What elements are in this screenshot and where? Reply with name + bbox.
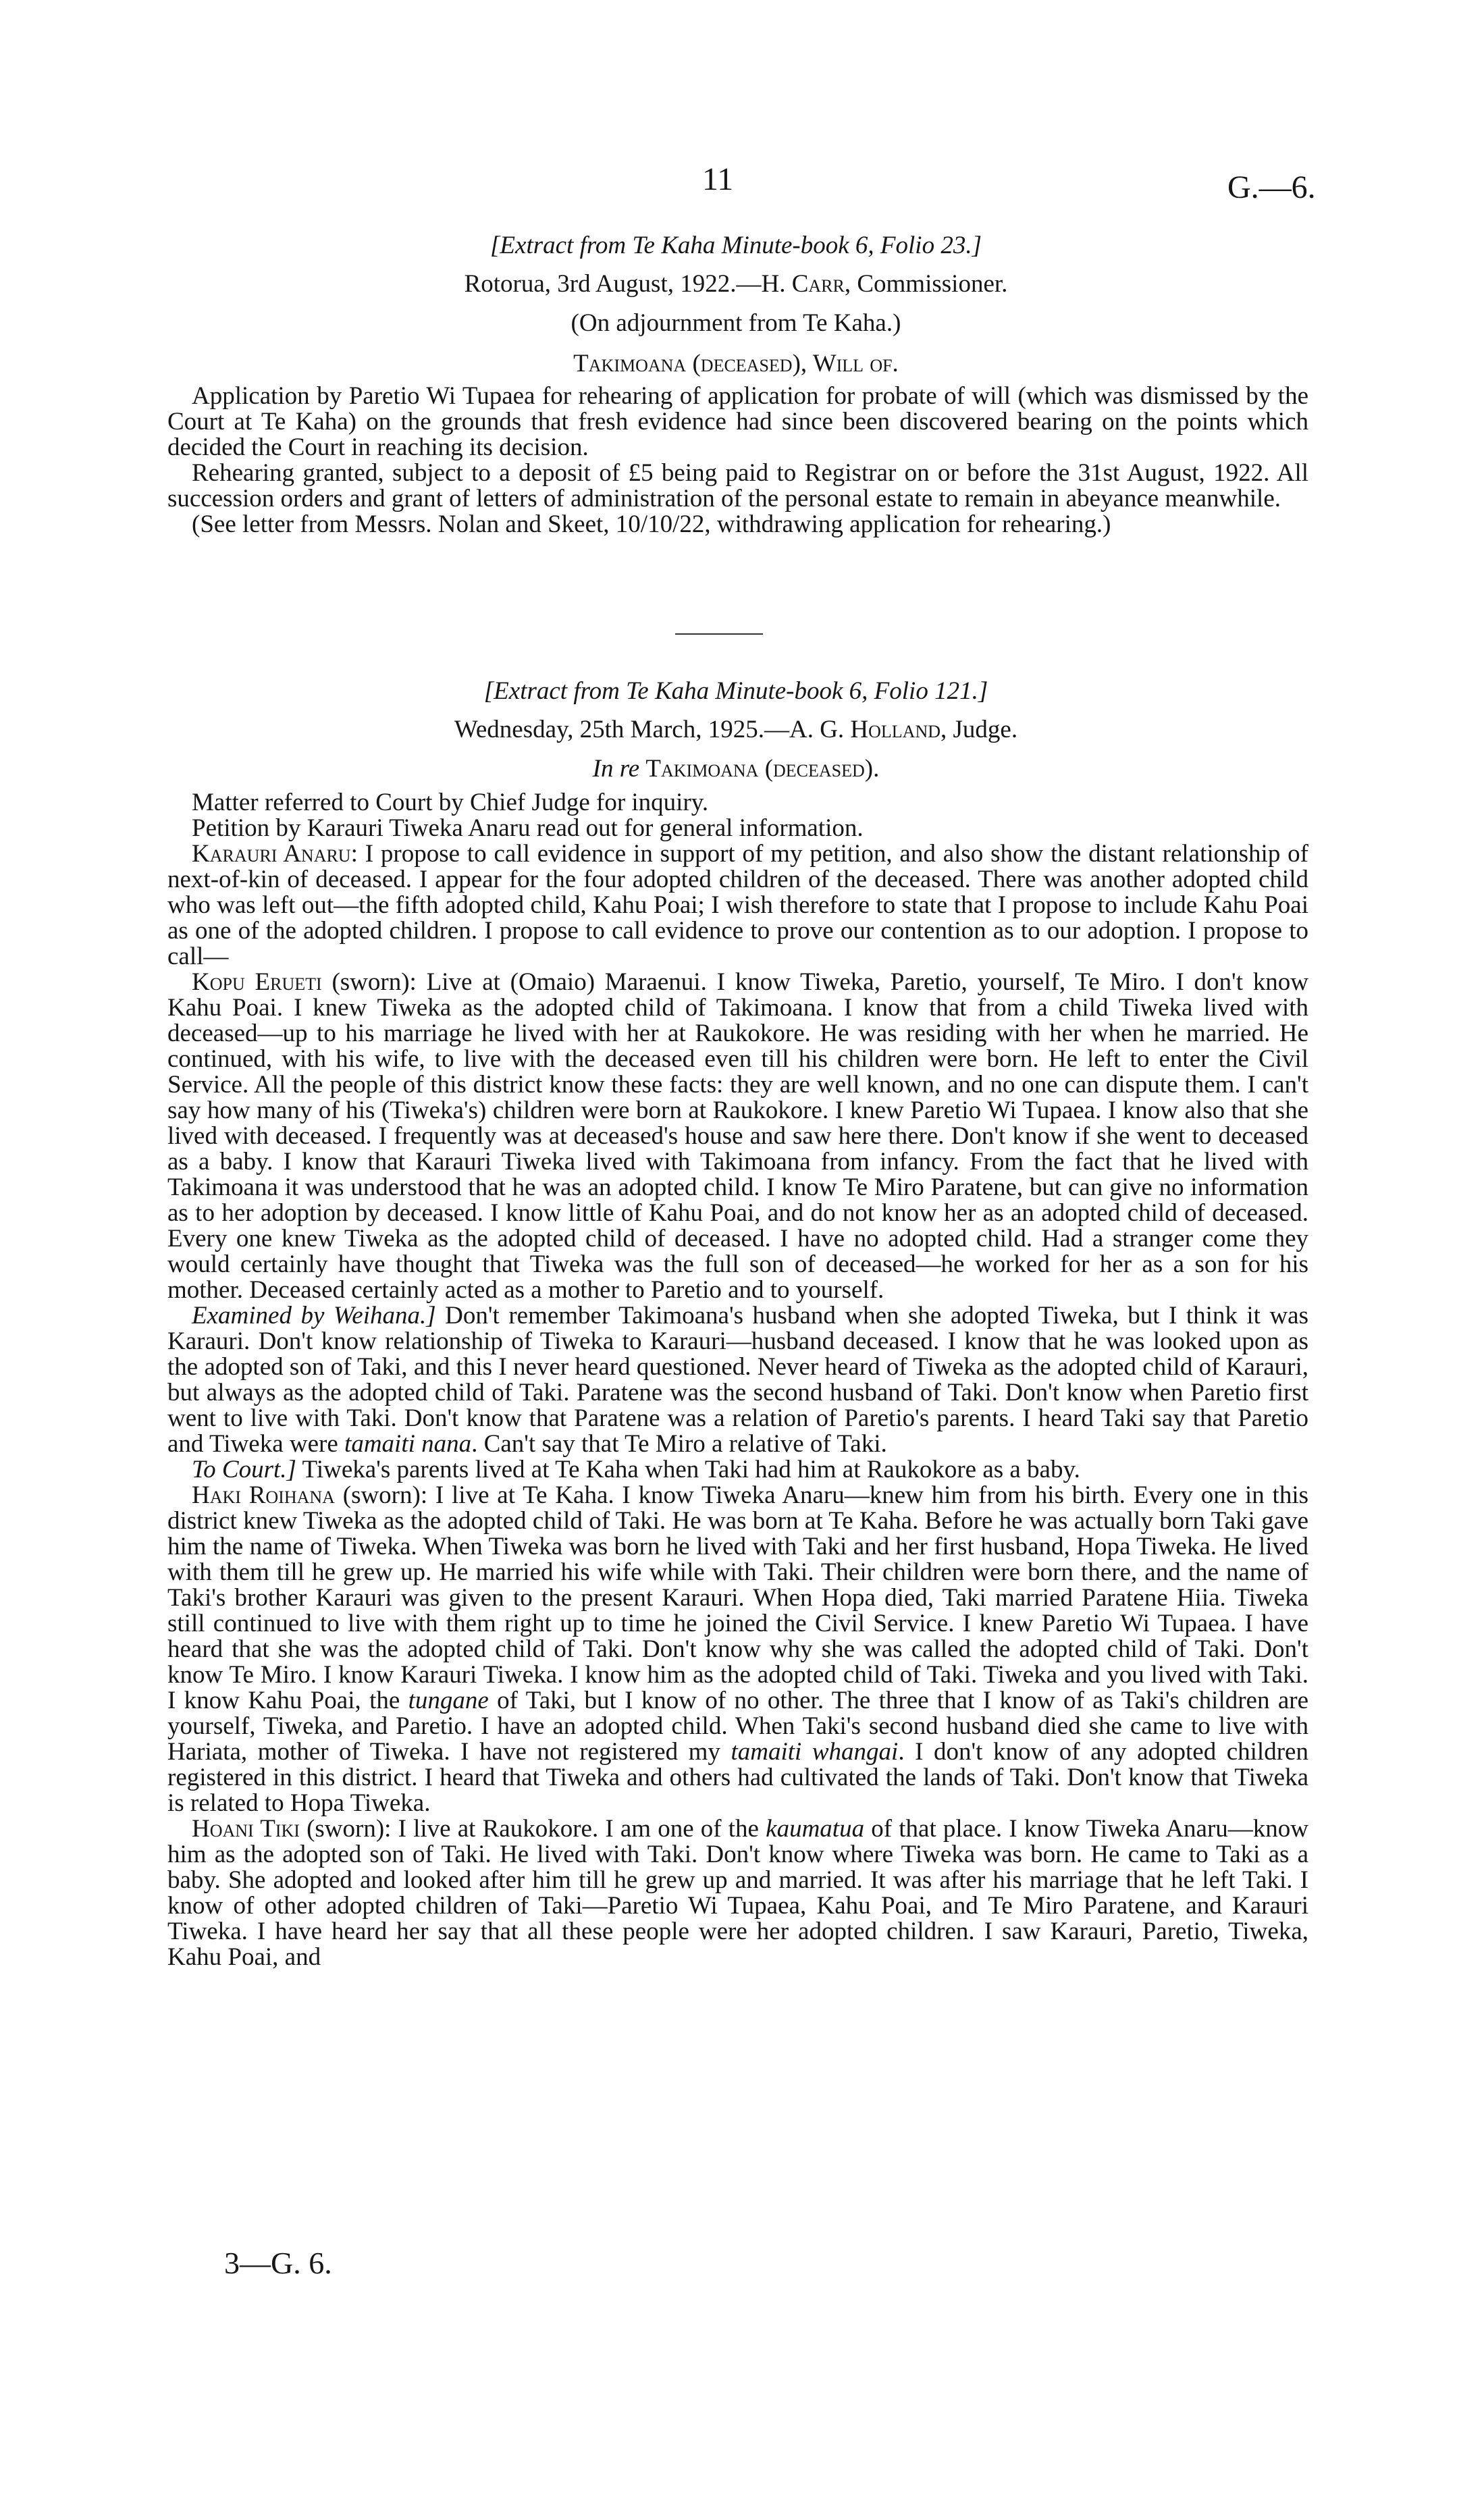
section2-extract-heading <box>176 672 1296 711</box>
speaker-name: Karauri Anaru <box>192 840 351 868</box>
section-divider <box>675 633 763 635</box>
section2-date-line: Wednesday, 25th March, 1925.—A. G. Holland, Judge. <box>454 716 1018 743</box>
commissioner-name: Carr <box>791 270 845 298</box>
speaker-name: Kopu Erueti <box>192 968 322 996</box>
speaker-name: Haki Roihana <box>192 1481 335 1509</box>
section1-body <box>167 384 1308 537</box>
section2-body <box>167 790 1308 1970</box>
statement-haki-roihana: Haki Roihana (sworn): I live at Te Kaha. I know Tiweka Anaru—knew him from his birth. Every one in this district knew Tiweka as the adopted child of Taki. He was born at Te Kaha. Before he was actually born Taki gave him the name of Tiweka. When Tiweka was born he lived with Taki and her first husband, Hopa Tiweka. He lived with them till he grew up. He married his wife while with Taki. Their children were born there, and the name of Taki's brother Karauri was given to the present Karauri. When Hopa died, Taki married Paratene Hiia. Tiweka still continued to live with them right up to time he joined the Civil Service. I knew Paretio Wi Tupaea. I have heard that she was the adopted child of Taki. Don't know why she was called the adopted child of Taki. Don't know Te Miro. I know Karauri Tiweka. I know him as the adopted child of Taki. Tiweka and you lived with Taki. I know Kahu Poai, the tungane of Taki, but I know of no other. The three that I know of as Taki's children are yourself, Tiweka, and Paretio. I have an adopted child. When Taki's second husband died she came to live with Hariata, mother of Tiweka. I have not registered my tamaiti whangai. I don't know of any adopted children registered in this district. I heard that Tiweka and others had cultivated the lands of Taki. Don't know that Tiweka is related to Hopa Tiweka. <box>167 1481 1308 1817</box>
judge-name: Holland <box>850 716 941 743</box>
statement-karauri-anaru: Karauri Anaru: I propose to call evidence in support of my petition, and also show the distant relationship of next-of-kin of deceased. I appear for the four adopted children of the deceased. There was another adopted child who was left out—the fifth adopted child, Kahu Poai; I wish therefore to state that I propose to include Kahu Poai as one of the adopted children. I propose to call evidence to prove our contention as to our adoption. I propose to call— <box>167 840 1308 970</box>
section1-extract: [Extract from Te Kaha Minute-book 6, Folio 23.] <box>490 232 982 259</box>
statement-hoani-tiki: Hoani Tiki (sworn): I live at Raukokore. I am one of the kaumatua of that place. I know Tiweka Anaru—know him as the adopted son of Taki. He lived with Taki. Don't know where Tiweka was born. He came to Taki as a baby. She adopted and looked after him till he grew up and married. It was after his marriage that he left Taki. I know of other adopted children of Taki—Paretio Wi Tupaea, Kahu Poai, and Te Miro Paratene, and Karauri Tiweka. I have heard her say that all these people were her adopted children. I saw Karauri, Paretio, Tiweka, Kahu Poai, and <box>167 1815 1309 1971</box>
section1-extract-heading <box>176 226 1296 265</box>
section2-extract: [Extract from Te Kaha Minute-book 6, Folio 121.] <box>483 677 988 705</box>
page-number: 11 <box>702 161 734 197</box>
section1-date-line: Rotorua, 3rd August, 1922.—H. Carr, Commissioner. <box>464 270 1008 298</box>
section1-paragraph-3: (See letter from Messrs. Nolan and Skeet, 10/10/22, withdrawing application for rehearing.) <box>192 510 1111 538</box>
examination-court: To Court.] Tiweka's parents lived at Te Kaha when Taki had him at Raukokore as a baby. <box>192 1456 1080 1483</box>
speaker-name: Hoani Tiki <box>192 1815 300 1843</box>
document-reference: G.—6. <box>1227 169 1316 205</box>
section1-adjournment: (On adjournment from Te Kaha.) <box>571 309 901 337</box>
section1-title: Takimoana (deceased), Will of. <box>573 350 899 377</box>
examination-weihana: Examined by Weihana.] Don't remember Takimoana's husband when she adopted Tiweka, but I think it was Karauri. Don't know relationship of Tiweka to Karauri—husband deceased. I know that he was looked upon as the adopted son of Taki, and this I never heard questioned. Never heard of Tiweka as the adopted child of Karauri, but always as the adopted child of Taki. Paratene was the second husband of Taki. Don't know when Paretio first went to live with Taki. Don't know that Paratene was a relation of Paretio's parents. I heard Taki say that Paretio and Tiweka were tamaiti nana. Can't say that Te Miro a relative of Taki. <box>167 1302 1308 1458</box>
section2-paragraph-2: Petition by Karauri Tiweka Anaru read out for general information. <box>192 814 864 842</box>
section2-subject: In re Takimoana (deceased). <box>592 755 880 783</box>
signature-mark: 3—G. 6. <box>224 2246 332 2280</box>
section1-paragraph-1: Application by Paretio Wi Tupaea for rehearing of application for probate of will (which was dismissed by the Court at Te Kaha) on the grounds that fresh evidence had since been discovered bearing on the points which decided the Court in reaching its decision. <box>167 382 1308 461</box>
section1-paragraph-2: Rehearing granted, subject to a deposit of £5 being paid to Registrar on or before the 31st August, 1922. All succession orders and grant of letters of administration of the personal estate to remain in abeyance meanwhile. <box>167 459 1308 512</box>
section2-paragraph-1: Matter referred to Court by Chief Judge for inquiry. <box>192 789 709 816</box>
statement-kopu-erueti: Kopu Erueti (sworn): Live at (Omaio) Maraenui. I know Tiweka, Paretio, yourself, Te Miro. I don't know Kahu Poai. I knew Tiweka as the adopted child of Takimoana. I know that from a child Tiweka lived with deceased—up to his marriage he lived with her at Raukokore. He was residing with her when he married. He continued, with his wife, to live with the deceased even till his children were born. He left to enter the Civil Service. All the people of this district know these facts: they are well known, and no one can dispute them. I can't say how many of his (Tiweka's) children were born at Raukokore. I knew Paretio Wi Tupaea. I know also that she lived with deceased. I frequently was at deceased's house and saw here there. Don't know if she went to deceased as a baby. I know that Karauri Tiweka lived with Takimoana from infancy. From the fact that he lived with Takimoana it was understood that he was an adopted child. I know Te Miro Paratene, but can give no information as to her adoption by deceased. I know little of Kahu Poai, and do not know her as an adopted child of deceased. Every one knew Tiweka as the adopted child of deceased. I have no adopted child. Had a stranger come they would certainly have thought that Tiweka was the full son of deceased—he worked for her as a son for his mother. Deceased certainly acted as a mother to Paretio and to yourself. <box>167 968 1309 1304</box>
